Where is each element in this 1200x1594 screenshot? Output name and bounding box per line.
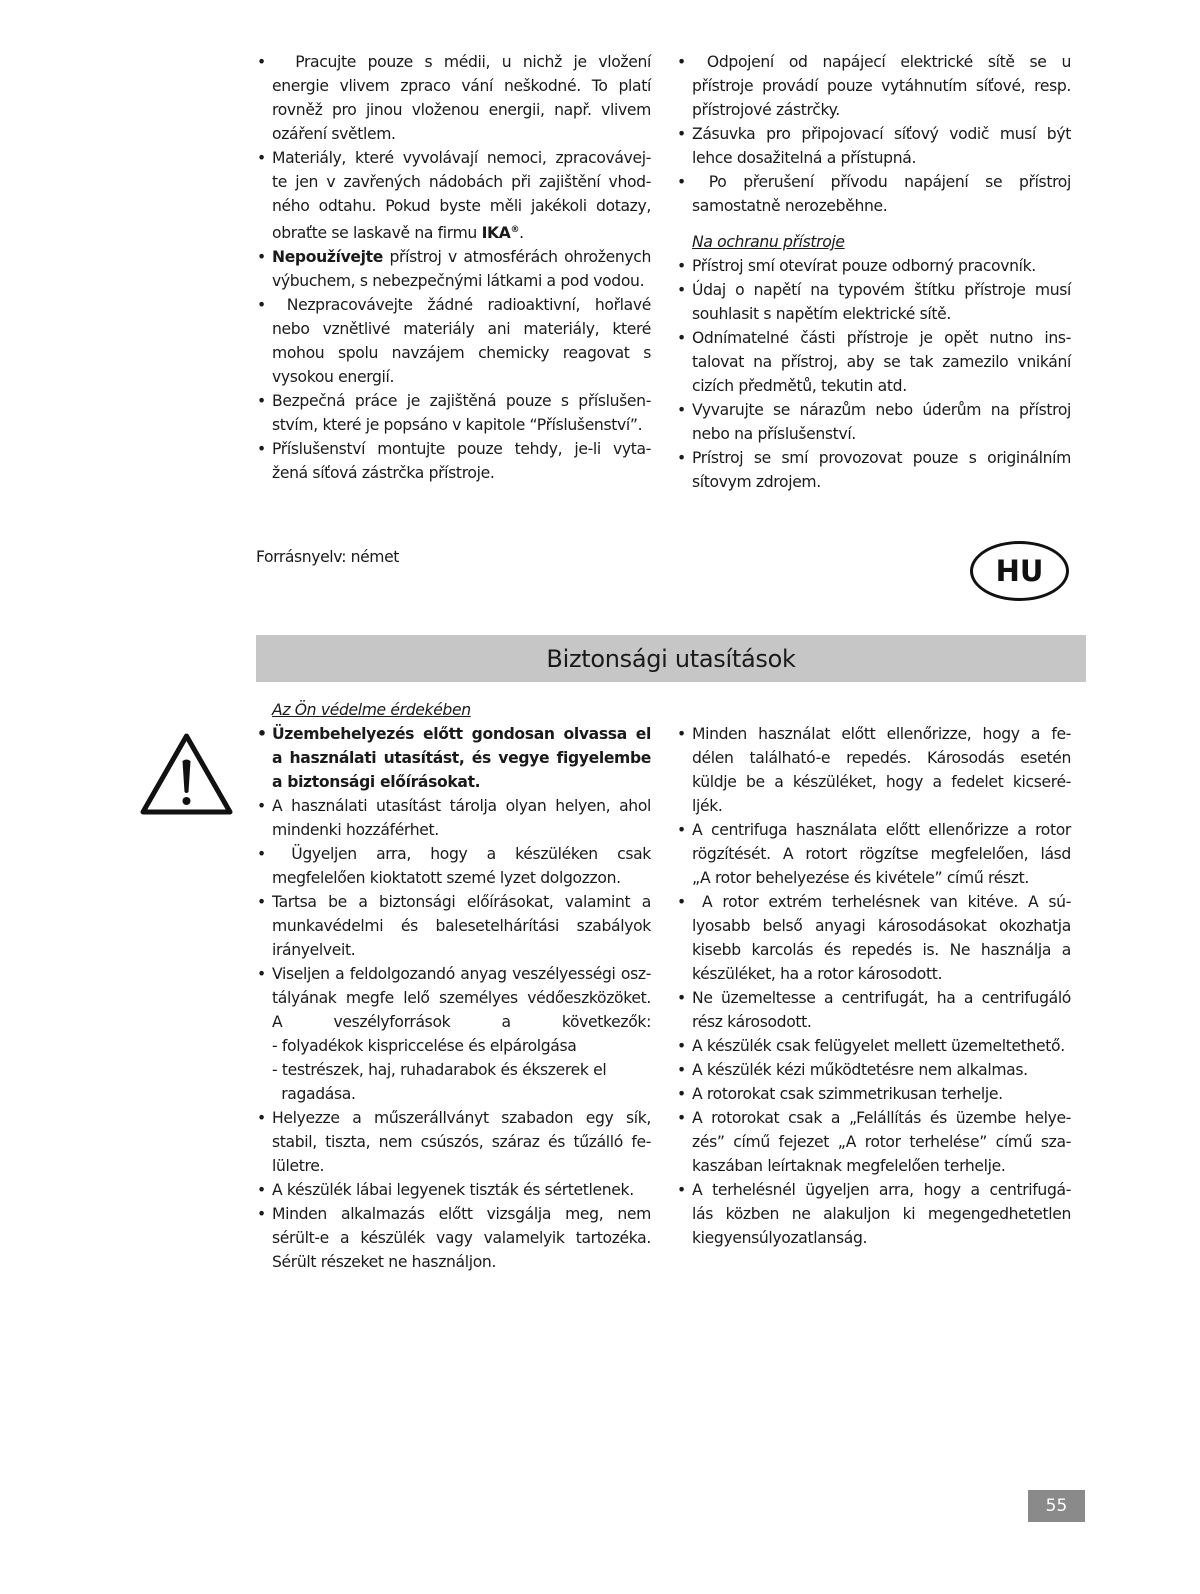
list-item-line: Údaj o napětí na typovém štítku přístroje musí <box>692 281 1071 299</box>
bullet-icon: • <box>257 296 266 314</box>
list-item <box>256 1178 651 1202</box>
list-item-line: ragadása. <box>272 1085 356 1103</box>
list-item <box>676 818 1071 890</box>
bullet-icon: • <box>257 440 266 458</box>
list-item <box>676 1178 1071 1250</box>
list-item <box>256 722 651 794</box>
bullet-icon: • <box>677 53 686 71</box>
list-item-line: - folyadékok kispriccelése és elpárolgása <box>272 1037 577 1055</box>
list-item-line: ljék. <box>692 797 723 815</box>
list-item-line: rész károsodott. <box>692 1013 812 1031</box>
list-item-line: souhlasit s napětím elektrické sítě. <box>692 305 951 323</box>
bullet-icon: • <box>257 248 266 266</box>
list-item-line: te jen v zavřených nádobách při zajištění vhod- <box>272 173 651 191</box>
list-item <box>676 326 1071 398</box>
warning-triangle-icon <box>139 730 234 816</box>
list-item-line: stabil, tiszta, nem csúszós, száraz és tűzálló fe- <box>272 1133 651 1151</box>
list-item-line: stvím, které je popsáno v kapitole “Příslušenství”. <box>272 416 643 434</box>
list-item-line: Pracujte pouze s médii, u nichž je vložení <box>272 53 651 71</box>
list-item-line: sérült-e a készülék vagy valamelyik tartozéka. <box>272 1229 651 1247</box>
list-item-line: přístroje provádí pouze vytáhnutím síťové, resp. <box>692 77 1071 95</box>
list-item-line: výbuchem, s nebezpečnými látkami a pod vodou. <box>272 272 645 290</box>
list-item-line: küldje be a készüléket, hogy a fedelet kicseré- <box>692 773 1071 791</box>
bullet-icon: • <box>677 173 686 191</box>
list-item-line: Nezpracovávejte žádné radioaktivní, hořlavé <box>272 296 651 314</box>
list-item-line: cizích předmětů, tekutin atd. <box>692 377 907 395</box>
list-item-line: Üzembehelyezés előtt gondosan olvassa el <box>272 725 651 743</box>
list-item <box>256 146 651 245</box>
section-title: Biztonsági utasítások <box>546 644 796 673</box>
list-item-line: Vyvarujte se nárazům nebo úderům na přístroj <box>692 401 1071 419</box>
bullet-icon: • <box>677 449 686 467</box>
list-item-line: samostatně nerozeběhne. <box>692 197 888 215</box>
bullet-icon: • <box>257 392 266 410</box>
list-item <box>256 437 651 485</box>
list-item <box>676 1058 1071 1082</box>
list-item-line: - testrészek, haj, ruhadarabok és ékszerek el <box>272 1061 607 1079</box>
list-item-line: talovat na přístroj, aby se tak zamezilo vnikání <box>692 353 1071 371</box>
list-item-line: Tartsa be a biztonsági előírásokat, valamint a <box>272 893 651 911</box>
list-item-line: Nepoužívejte přístroj v atmosférách ohroženych <box>272 248 651 266</box>
list-item-line: Odpojení od napájecí elektrické sítě se u <box>692 53 1071 71</box>
list-item-line: Ne üzemeltesse a centrifugát, ha a centrifugáló <box>692 989 1071 1007</box>
bullet-icon: • <box>257 965 266 983</box>
list-item <box>676 722 1071 818</box>
list-item-line: Prístroj se smí provozovat pouze s originálním <box>692 449 1071 467</box>
list-item-line: obraťte se laskavě na firmu IKA®. <box>272 224 524 242</box>
bullet-icon: • <box>257 1181 266 1199</box>
list-item-line: lületre. <box>272 1157 325 1175</box>
list-item <box>256 890 651 962</box>
list-item-line: mindenki hozzáférhet. <box>272 821 439 839</box>
list-item-line: Viseljen a feldolgozandó anyag veszélyességi osz- <box>272 965 651 983</box>
list-item-line: készüléket, ha a rotor károsodott. <box>692 965 943 983</box>
list-item-line: megfelelően kioktatott szemé lyzet dolgozzon. <box>272 869 621 887</box>
list-item-line: A terhelésnél ügyeljen arra, hogy a centrifugá- <box>692 1181 1071 1199</box>
list-item-line: zés” című fejezet „A rotor terhelése” című sza- <box>692 1133 1071 1151</box>
bullet-icon: • <box>257 1109 266 1127</box>
bullet-icon: • <box>257 53 266 71</box>
list-item-line: Materiály, které vyvolávají nemoci, zpracovávej- <box>272 149 651 167</box>
spacer <box>676 218 1071 230</box>
list-item <box>676 986 1071 1034</box>
list-item-line: Ügyeljen arra, hogy a készüléken csak <box>272 845 651 863</box>
bullet-icon: • <box>677 257 686 275</box>
list-item-line: lás közben ne alakuljon ki megengedhetetlen <box>692 1205 1071 1223</box>
list-item-line: „A rotor behelyezése és kivétele” című részt. <box>692 869 1029 887</box>
bullet-icon: • <box>677 125 686 143</box>
list-item-line: A rotor extrém terhelésnek van kitéve. A sú- <box>692 893 1071 911</box>
list-item-line: kiegyensúlyozatlanság. <box>692 1229 868 1247</box>
list-item-line: lyosabb belső anyagi károsodásokat okozhatja <box>692 917 1071 935</box>
language-badge-hu: HU <box>970 541 1069 601</box>
list-item-line: A rotorokat csak szimmetrikusan terhelje. <box>692 1085 1003 1103</box>
list-item-line: Minden használat előtt ellenőrizze, hogy a fe- <box>692 725 1071 743</box>
bullet-icon: • <box>677 893 686 911</box>
list-item-line: Minden alkalmazás előtt vizsgálja meg, nem <box>272 1205 651 1223</box>
list-item-line: a biztonsági előírásokat. <box>272 773 481 791</box>
list-item <box>676 398 1071 446</box>
bullet-icon: • <box>677 989 686 1007</box>
czech-safety-left-column <box>256 50 651 485</box>
list-item-line: A veszélyforrások a következők: <box>272 1013 651 1031</box>
bullet-icon: • <box>677 821 686 839</box>
list-item-line: Odnímatelné části přístroje je opět nutno ins- <box>692 329 1071 347</box>
list-item <box>676 1082 1071 1106</box>
list-item-line: přístrojové zástrčky. <box>692 101 840 119</box>
bullet-icon: • <box>257 797 266 815</box>
list-item <box>256 962 651 1106</box>
bullet-icon: • <box>677 329 686 347</box>
list-item-line: Po přerušení přívodu napájení se přístroj <box>692 173 1071 191</box>
bullet-icon: • <box>677 725 686 743</box>
list-item-line: lehce dosažitelná a přístupná. <box>692 149 917 167</box>
list-item-line: žená síťová zástrčka přístroje. <box>272 464 495 482</box>
hungarian-safety-right-column <box>676 722 1071 1250</box>
list-item <box>676 254 1071 278</box>
czech-safety-right-column <box>676 50 1071 494</box>
list-item-line: nebo vznětlivé materiály ani materiály, které <box>272 320 651 338</box>
source-language-note: Forrásnyelv: német <box>256 548 399 566</box>
list-item-line: A készülék kézi működtetésre nem alkalmas. <box>692 1061 1028 1079</box>
list-item <box>676 890 1071 986</box>
list-item <box>676 446 1071 494</box>
list-item <box>676 278 1071 326</box>
list-item-line: ozáření světlem. <box>272 125 396 143</box>
list-item-line: A rotorokat csak a „Felállítás és üzembe helye- <box>692 1109 1071 1127</box>
list-item-line: nebo na příslušenství. <box>692 425 856 443</box>
list-item <box>256 1106 651 1178</box>
bullet-icon: • <box>677 1109 686 1127</box>
list-item <box>676 1106 1071 1178</box>
list-item <box>676 170 1071 218</box>
list-item <box>676 50 1071 122</box>
list-item-line: a használati utasítást, és vegye figyelembe <box>272 749 651 767</box>
bullet-icon: • <box>257 149 266 167</box>
hungarian-safety-left-column <box>256 698 651 1274</box>
bullet-icon: • <box>257 893 266 911</box>
list-item-line: Bezpečná práce je zajištěná pouze s příslušen- <box>272 392 651 410</box>
list-item-line: kaszában leírtaknak megfelelően terhelje. <box>692 1157 1006 1175</box>
list-item-line: munkavédelmi és balesetelhárítási szabályok <box>272 917 651 935</box>
list-item <box>256 389 651 437</box>
list-item-line: rögzítését. A rotort rögzítse megfelelően, lásd <box>692 845 1071 863</box>
list-item-line: sítovym zdrojem. <box>692 473 821 491</box>
list-item-line: tályának megfe lelő személyes védőeszközöket. <box>272 989 651 1007</box>
list-item <box>256 293 651 389</box>
subheading-device-protection: Na ochranu přístroje <box>692 233 845 251</box>
list-item-line: ného odtahu. Pokud byste měli jakékoli dotazy, <box>272 197 651 215</box>
subheading-personal-protection: Az Ön védelme érdekében <box>272 701 471 719</box>
list-item-line: kisebb karcolás és repedés is. Ne használja a <box>692 941 1071 959</box>
list-item-line: energie vlivem zpraco vání neškodné. To platí <box>272 77 651 95</box>
list-item-line: délen található-e repedés. Károsodás esetén <box>692 749 1071 767</box>
list-item <box>676 122 1071 170</box>
list-item-line: A készülék csak felügyelet mellett üzemeltethető. <box>692 1037 1065 1055</box>
list-item-line: Příslušenství montujte pouze tehdy, je-li vyta- <box>272 440 651 458</box>
list-item-line: A centrifuga használata előtt ellenőrizze a rotor <box>692 821 1071 839</box>
bullet-icon: • <box>677 281 686 299</box>
bullet-icon: • <box>677 1061 686 1079</box>
list-item <box>256 794 651 842</box>
section-header-bar <box>256 635 1086 682</box>
bullet-icon: • <box>677 1181 686 1199</box>
list-item-line: Zásuvka pro připojovací síťový vodič musí být <box>692 125 1071 143</box>
brand-name: IKA <box>481 224 511 242</box>
list-item-line: Sérült részeket ne használjon. <box>272 1253 497 1271</box>
bullet-icon: • <box>677 401 686 419</box>
list-item-line: Přístroj smí otevírat pouze odborný pracovník. <box>692 257 1036 275</box>
bullet-icon: • <box>677 1085 686 1103</box>
page-number: 55 <box>1028 1490 1085 1522</box>
list-item <box>256 1202 651 1274</box>
bullet-icon: • <box>257 845 266 863</box>
list-item-line: irányelveit. <box>272 941 356 959</box>
list-item <box>676 1034 1071 1058</box>
list-item <box>256 50 651 146</box>
list-item <box>256 842 651 890</box>
bold-lead: Nepoužívejte <box>272 248 383 266</box>
list-item-line: A használati utasítást tárolja olyan helyen, ahol <box>272 797 651 815</box>
list-item-line: Helyezze a műszerállványt szabadon egy sík, <box>272 1109 651 1127</box>
bullet-icon: • <box>677 1037 686 1055</box>
list-item-line: vysokou energií. <box>272 368 395 386</box>
list-item-line: A készülék lábai legyenek tiszták és sértetlenek. <box>272 1181 634 1199</box>
list-item-line: mohou spolu navzájem chemicky reagovat s <box>272 344 651 362</box>
list-item <box>256 245 651 293</box>
bullet-icon: • <box>257 1205 266 1223</box>
bullet-icon: • <box>257 725 267 743</box>
registered-mark: ® <box>510 225 520 235</box>
list-item-line: rovněž pro jinou vloženou energii, např. vlivem <box>272 101 651 119</box>
